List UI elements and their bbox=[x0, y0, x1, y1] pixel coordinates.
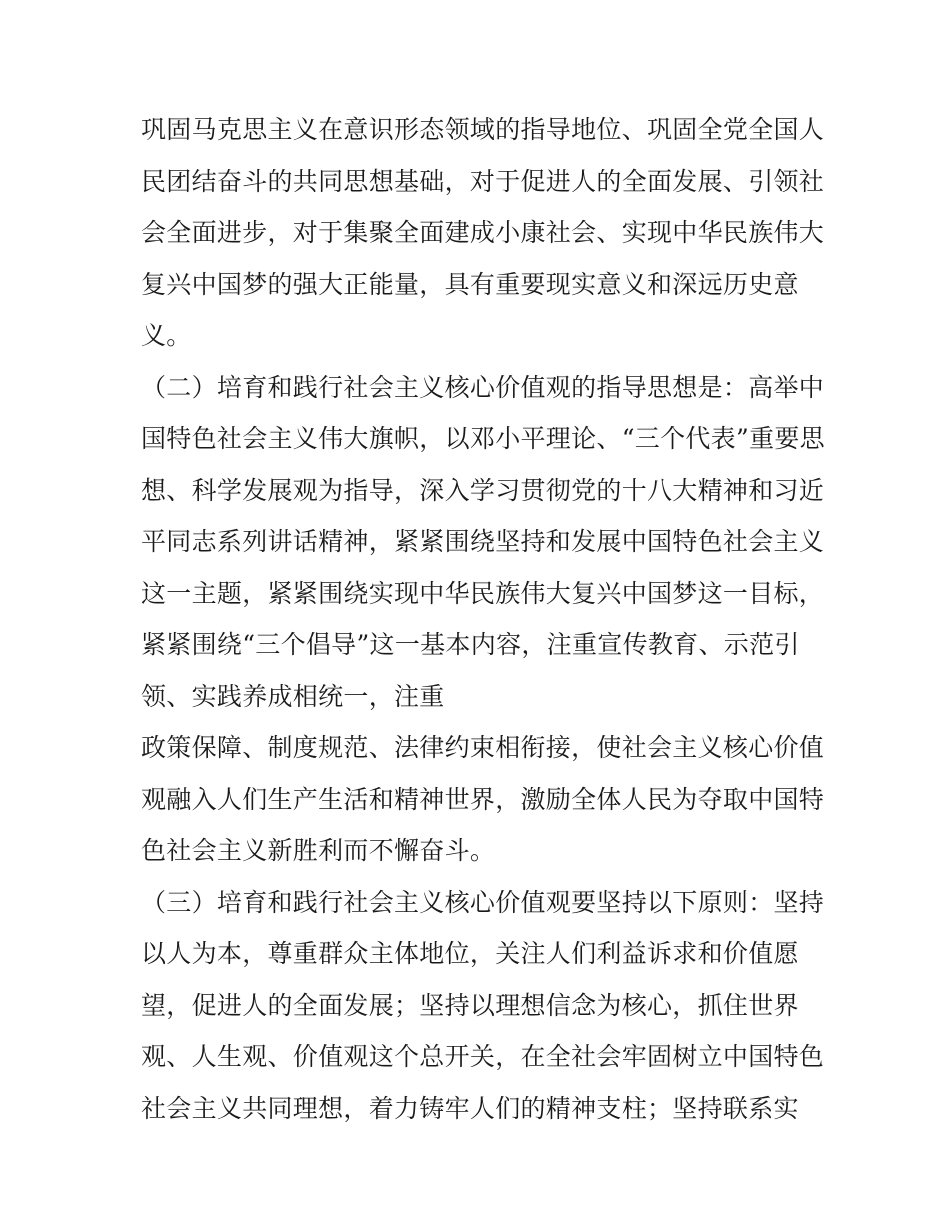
text-line: 想、科学发展观为指导，深入学习贯彻党的十八大精神和习近 bbox=[141, 475, 825, 505]
text-line: 色社会主义新胜利而不懈奋斗。 bbox=[141, 836, 496, 865]
text-line: 民团结奋斗的共同思想基础，对于促进人的全面发展、引领社 bbox=[141, 166, 825, 196]
text-line: 国特色社会主义伟大旗帜，以邓小平理论、“三个代表”重要思 bbox=[141, 424, 825, 453]
text-line: （三）培育和践行社会主义核心价值观要坚持以下原则：坚持 bbox=[141, 887, 825, 917]
text-line: （二）培育和践行社会主义核心价值观的指导思想是：高举中 bbox=[141, 372, 825, 402]
text-line: 会全面进步，对于集聚全面建成小康社会、实现中华民族伟大 bbox=[141, 218, 825, 247]
text-line: 平同志系列讲话精神，紧紧围绕坚持和发展中国特色社会主义 bbox=[141, 527, 825, 556]
text-line: 望，促进人的全面发展；坚持以理想信念为核心，抓住世界 bbox=[141, 990, 799, 1020]
text-line: 这一主题，紧紧围绕实现中华民族伟大复兴中国梦这一目标， bbox=[141, 578, 825, 608]
document-body bbox=[141, 110, 825, 1140]
text-line: 义。 bbox=[141, 321, 192, 350]
text-line: 政策保障、制度规范、法律约束相衔接，使社会主义核心价值 bbox=[141, 733, 825, 762]
text-line: 观融入人们生产生活和精神世界，激励全体人民为夺取中国特 bbox=[141, 784, 825, 814]
text-line: 领、实践养成相统一，注重 bbox=[141, 681, 445, 711]
text-line: 复兴中国梦的强大正能量，具有重要现实意义和深远历史意 bbox=[141, 269, 799, 299]
text-line: 社会主义共同理想，着力铸牢人们的精神支柱；坚持联系实 bbox=[141, 1093, 799, 1123]
text-line: 紧紧围绕“三个倡导”这一基本内容，注重宣传教育、示范引 bbox=[141, 630, 800, 659]
text-line: 巩固马克思主义在意识形态领域的指导地位、巩固全党全国人 bbox=[141, 115, 825, 144]
text-line: 观、人生观、价值观这个总开关，在全社会牢固树立中国特色 bbox=[141, 1042, 825, 1071]
text-line: 以人为本，尊重群众主体地位，关注人们利益诉求和价值愿 bbox=[141, 939, 799, 968]
